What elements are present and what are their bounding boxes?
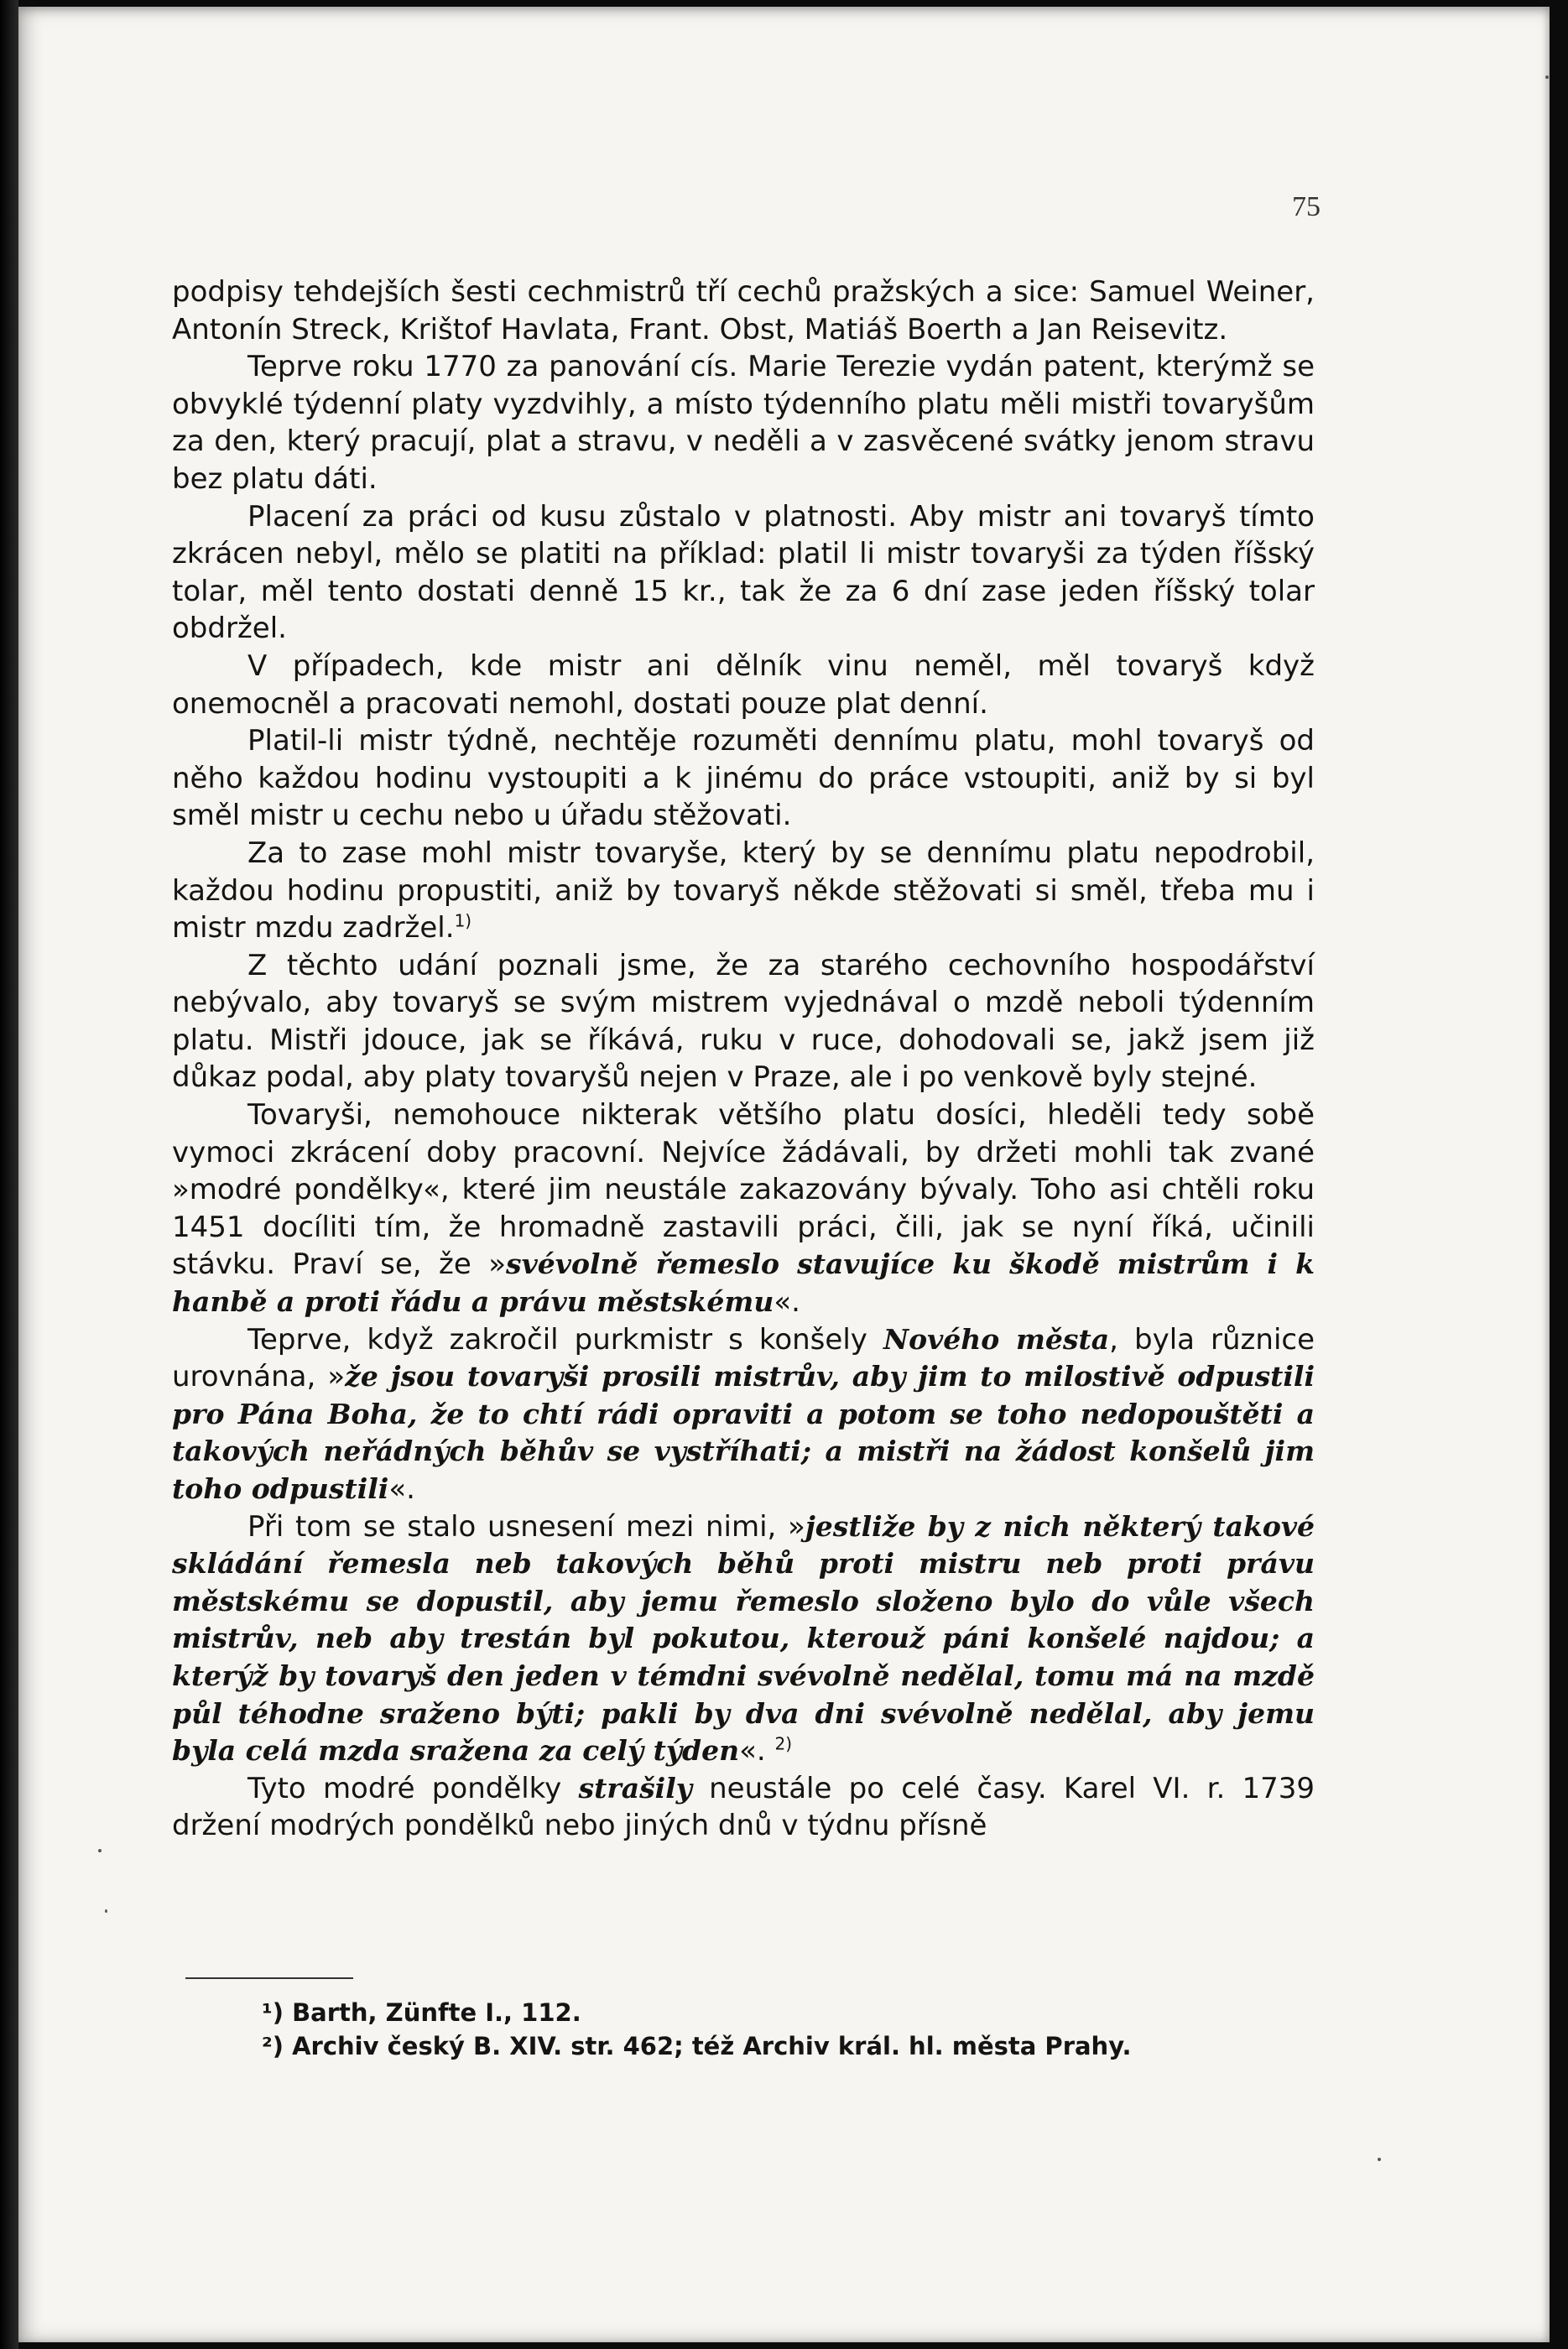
- book-spine-shadow: [0, 0, 18, 2349]
- footnote-text: Archiv český B. XIV. str. 462; též Archiv král. hl. města Prahy.: [292, 2032, 1132, 2060]
- page-number: 75: [1292, 191, 1321, 222]
- margin-speck: [105, 1909, 107, 1913]
- book-page: [18, 7, 1550, 2342]
- footnote: [262, 2029, 1268, 2063]
- text-run: podpisy tehdejších šesti cechmistrů tří cechů pražských a sice: Samuel Weiner, Antonín Streck, Krištof Havlata, Frant. Obst, Matiáš Boerth a Jan Reisevitz.: [172, 275, 1315, 346]
- text-run: Placení za práci od kusu zůstalo v platnosti. Aby mistr ani tovaryš tímto zkrácen nebyl, mělo se platiti na příklad: platil li mistr tovaryši za týden říšský tolar, měl tento dostati denně 15 kr., tak že za 6 dní zase jeden říšský tolar obdržel.: [172, 499, 1315, 646]
- text-run: Teprve roku 1770 za panování cís. Marie Terezie vydán patent, kterýmž se obvyklé týdenní platy vyzdvihly, a místo týdenního platu měli mistři tovaryšům za den, který pracují, plat a stravu, v neděli a v zasvěcené svátky jenom stravu bez platu dáti.: [172, 350, 1315, 496]
- paragraph: [172, 498, 1315, 648]
- text-run: neustále po celé časy. Karel VI. r. 1739 držení modrých pondělků nebo jiných dnů v týdnu přísně: [172, 1771, 1315, 1843]
- paragraph: [172, 1508, 1315, 1770]
- footnote: [262, 1996, 1268, 2029]
- text-run: Při tom se stalo usnesení mezi nimi, »: [247, 1509, 805, 1544]
- footnote-mark: ²): [262, 2032, 284, 2060]
- italic-quote: jestliže by z nich některý takové skládání řemesla neb takových běhů proti mistru neb proti právu městskému se dopustil, aby jemu řemeslo složeno bylo do vůle všech mistrův, neb aby trestán byl pokutou, kterouž páni konšelé najdou; a kterýž by tovaryš den jeden v témdni svévolně nedělal, tomu má na mzdě půl téhodne sraženo býti; pakli by dva dni svévolně nedělal, aby jemu byla celá mzda sražena za celý týden: [172, 1509, 1315, 1768]
- paragraph: [172, 273, 1315, 348]
- text-run: Za to zase mohl mistr tovaryše, který by se dennímu platu nepodrobil, každou hodinu propustiti, aniž by tovaryš někde stěžovati si směl, třeba mu i mistr mzdu zadržel.: [172, 836, 1315, 945]
- italic-quote: že jsou tovaryši prosili mistrův, aby jim to milostivě odpustili pro Pána Boha, že to chtí rádi opraviti a potom se toho nedopouštěti a takových neřádných běhův se vystříhati; a mistři na žádost konšelů jim toho odpustili: [172, 1360, 1315, 1505]
- text-run: Tovaryši, nemohouce nikterak většího platu dosíci, hleděli tedy sobě vymoci zkrácení doby pracovní. Nejvíce žádávali, by držeti mohli tak zvané »modré pondělky«, které jim neustále zakazovány bývaly. Toho asi chtěli roku 1451 docíliti tím, že hromadně zastavili práci, čili, jak se nyní říká, učinili stávku. Praví se, že »: [172, 1098, 1315, 1282]
- margin-speck: [1378, 2158, 1381, 2161]
- text-run: Tyto modré pondělky: [247, 1771, 579, 1805]
- footnote-ref: 2): [774, 1733, 793, 1754]
- body-text: [172, 273, 1315, 1845]
- footnote-ref: 1): [454, 910, 472, 931]
- footnote-text: Barth, Zünfte I., 112.: [292, 1998, 581, 2027]
- margin-speck: [1545, 76, 1549, 79]
- text-run: «.: [739, 1734, 775, 1768]
- footnotes: [262, 1996, 1268, 2063]
- text-run: , byla různice urovnána, »: [172, 1322, 1315, 1394]
- text-run: «.: [774, 1285, 800, 1320]
- paragraph: [172, 1321, 1315, 1508]
- text-run: Teprve, když zakročil purkmistr s konšely: [247, 1322, 883, 1357]
- footnote-mark: ¹): [262, 1998, 284, 2027]
- paragraph: [172, 348, 1315, 497]
- italic-quote: svévolně řemeslo stavujíce ku škodě mistrům i k hanbě a proti řádu a právu městskému: [172, 1247, 1315, 1319]
- paragraph: [172, 835, 1315, 947]
- paragraph: [172, 947, 1315, 1096]
- paragraph: [172, 648, 1315, 722]
- italic-quote: Nového města: [883, 1322, 1110, 1356]
- paragraph: [172, 1770, 1315, 1845]
- margin-speck: [98, 1849, 102, 1852]
- text-run: Platil-li mistr týdně, nechtěje rozuměti dennímu platu, mohl tovaryš od něho každou hodinu vystoupiti a k jinému do práce vstoupiti, aniž by si byl směl mistr u cechu nebo u úřadu stěžovati.: [172, 724, 1315, 833]
- italic-quote: strašily: [578, 1771, 692, 1805]
- footnote-separator: [185, 1977, 353, 1979]
- text-run: «.: [388, 1472, 415, 1506]
- paragraph: [172, 722, 1315, 835]
- text-run: Z těchto udání poznali jsme, že za starého cechovního hospodářství nebývalo, aby tovaryš se svým mistrem vyjednával o mzdě neboli týdenním platu. Mistři jdouce, jak se říkává, ruku v ruce, dohodovali se, jakž jsem již důkaz podal, aby platy tovaryšů nejen v Praze, ale i po venkově byly stejné.: [172, 948, 1315, 1095]
- text-run: V případech, kde mistr ani dělník vinu neměl, měl tovaryš když onemocněl a pracovati nemohl, dostati pouze plat denní.: [172, 648, 1315, 721]
- paragraph: [172, 1096, 1315, 1321]
